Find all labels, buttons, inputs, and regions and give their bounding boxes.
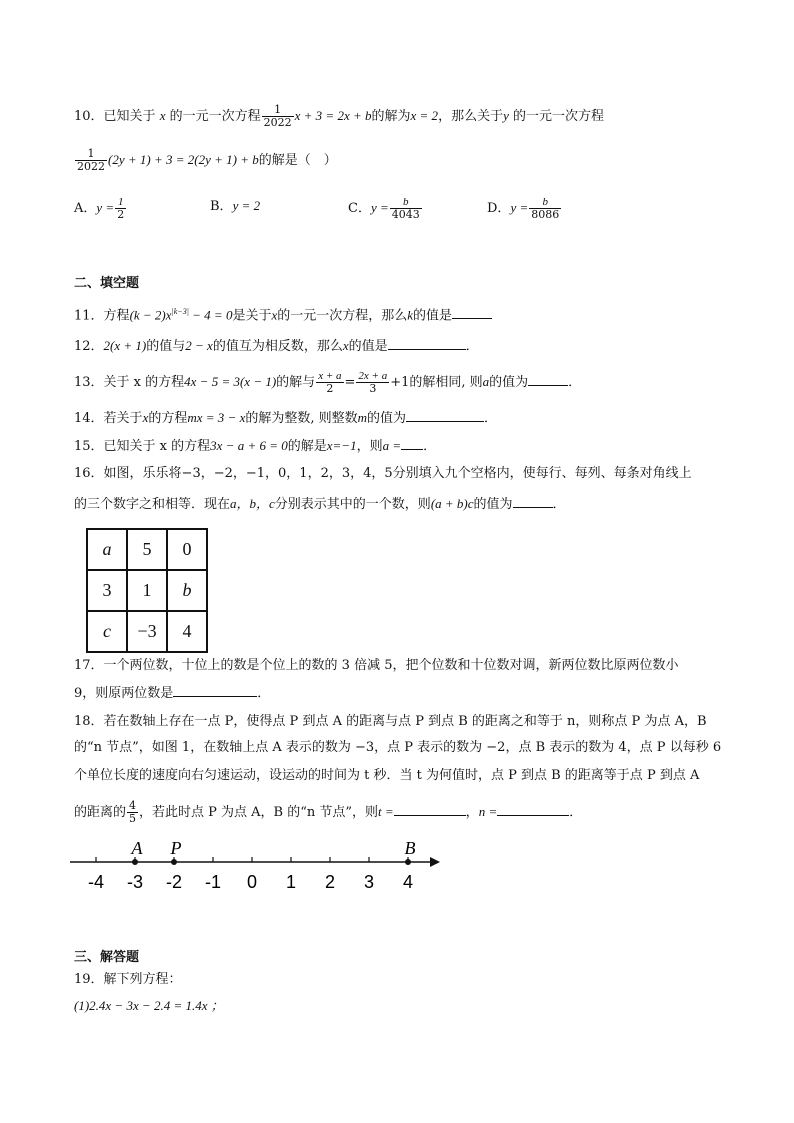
grid-cell: a (87, 529, 127, 570)
point-a (132, 859, 138, 865)
question-10-line2: $\frac{1}{2022}$ (2y + 1) + 3 = 2(2y + 1) + b的解是（ ） (77, 147, 337, 173)
answer-blank-t[interactable] (394, 803, 466, 816)
question-10-line1: 10．已知关于 x 的一元一次方程 $\frac{1}{2022}$ x + 3 = 2x + b的解为x = 2，那么关于y 的一元一次方程 (74, 103, 605, 129)
axis-arrow (430, 857, 440, 867)
question-13: 13．关于 x 的方程4x − 5 = 3(x − 1)的解与 $\frac{x + a}{2}$ = $\frac{2x + a}{3}$ +1的解相同, 则a的值为 ． (74, 370, 582, 395)
number-line (70, 836, 450, 896)
answer-blank[interactable] (528, 373, 568, 386)
grid-cell: 1 (127, 570, 167, 611)
question-15: 15．已知关于 x 的方程3x − a + 6 = 0的解是x=−1，则a = ． (74, 438, 437, 454)
option-c[interactable]: C．y = $\frac{b}{4043}$ (348, 196, 420, 221)
point-label-p: P (170, 838, 182, 858)
question-19-part1: (1)2.4x − 3x − 2.4 = 1.4x ； (74, 998, 224, 1013)
tick-label: -3 (126, 872, 144, 892)
question-18-line3: 个单位长度的速度向右匀速运动，设运动的时间为 t 秒．当 t 为何值时，点 P 到点 B 的距离等于点 P 到点 A (74, 768, 700, 783)
grid-cell: 3 (87, 570, 127, 611)
tick-label: -4 (87, 872, 105, 892)
grid-cell: −3 (127, 611, 167, 652)
tick-label: 1 (285, 872, 297, 892)
tick-label: -1 (204, 872, 222, 892)
question-11: 11．方程$(k - 2)x^{|k-3|} - 4 = 0$是关于x的一元一次方程，那么k的值是 (74, 302, 492, 326)
tick-label: 4 (402, 872, 414, 892)
tick-label: -2 (165, 872, 183, 892)
grid-cell: b (167, 570, 207, 611)
question-16-line2: 的三个数字之和相等．现在a，b，c分别表示其中的一个数，则(a + b)c的值为 ． (74, 496, 566, 512)
answer-blank[interactable] (388, 337, 466, 350)
option-b[interactable]: B．y = 2 (210, 198, 261, 214)
option-a[interactable]: A．y = $\frac{1}{2}$ (74, 196, 125, 221)
question-18-line1: 18．若在数轴上存在一点 P，使得点 P 到点 A 的距离与点 P 到点 B 的距离之和等于 n，则称点 P 为点 A，B (74, 714, 707, 729)
question-12: 12．2(x + 1)的值与2 − x的值互为相反数，那么x的值是 ． (74, 338, 479, 354)
grid-cell: 0 (167, 529, 207, 570)
grid-cell: c (87, 611, 127, 652)
option-d[interactable]: D．y = $\frac{b}{8086}$ (487, 196, 560, 221)
tick-label: 0 (246, 872, 258, 892)
question-14: 14．若关于x的方程mx = 3 − x的解为整数, 则整数m的值为 ． (74, 410, 498, 426)
section-solve-heading: 三、解答题 (74, 950, 140, 965)
question-17-line1: 17．一个两位数，十位上的数是个位上的数的 3 倍减 5，把个位数和十位数对调，新两位数比原两位数小 (74, 658, 679, 673)
question-19: 19．解下列方程： (74, 972, 182, 987)
grid-cell: 5 (127, 529, 167, 570)
answer-blank[interactable] (173, 684, 257, 697)
point-label-b: B (404, 838, 416, 858)
tick-label: 2 (324, 872, 336, 892)
section-fill-in-heading: 二、填空题 (74, 276, 140, 291)
question-18-line2: 的“n 节点”，如图 1，在数轴上点 A 表示的数为 −3，点 P 表示的数为 −2，点 B 表示的数为 4，点 P 以每秒 6 (74, 740, 722, 755)
tick-label: 3 (363, 872, 375, 892)
fraction: $\frac{1}{2022}$ (77, 147, 105, 173)
grid-cell: 4 (167, 611, 207, 652)
question-17-line2: 9，则原两位数是 ． (74, 686, 271, 701)
answer-blank[interactable] (452, 306, 492, 319)
question-18-line4: 的距离的 $\frac{4}{5}$ ，若此时点 P 为点 A，B 的“n 节点”，则t = ，n = ． (74, 799, 583, 825)
fraction: $\frac{1}{2022}$ (263, 103, 292, 129)
answer-blank[interactable] (401, 437, 423, 450)
point-b (405, 859, 411, 865)
magic-square (86, 528, 208, 653)
point-p (171, 859, 177, 865)
point-label-a: A (131, 838, 143, 858)
question-16-line1: 16．如图，乐乐将−3，−2，−1，0，1，2，3，4，5分别填入九个空格内，使每行、每列、每条对角线上 (74, 466, 692, 481)
answer-blank-n[interactable] (497, 803, 569, 816)
answer-blank[interactable] (513, 495, 553, 508)
answer-blank[interactable] (406, 409, 484, 422)
